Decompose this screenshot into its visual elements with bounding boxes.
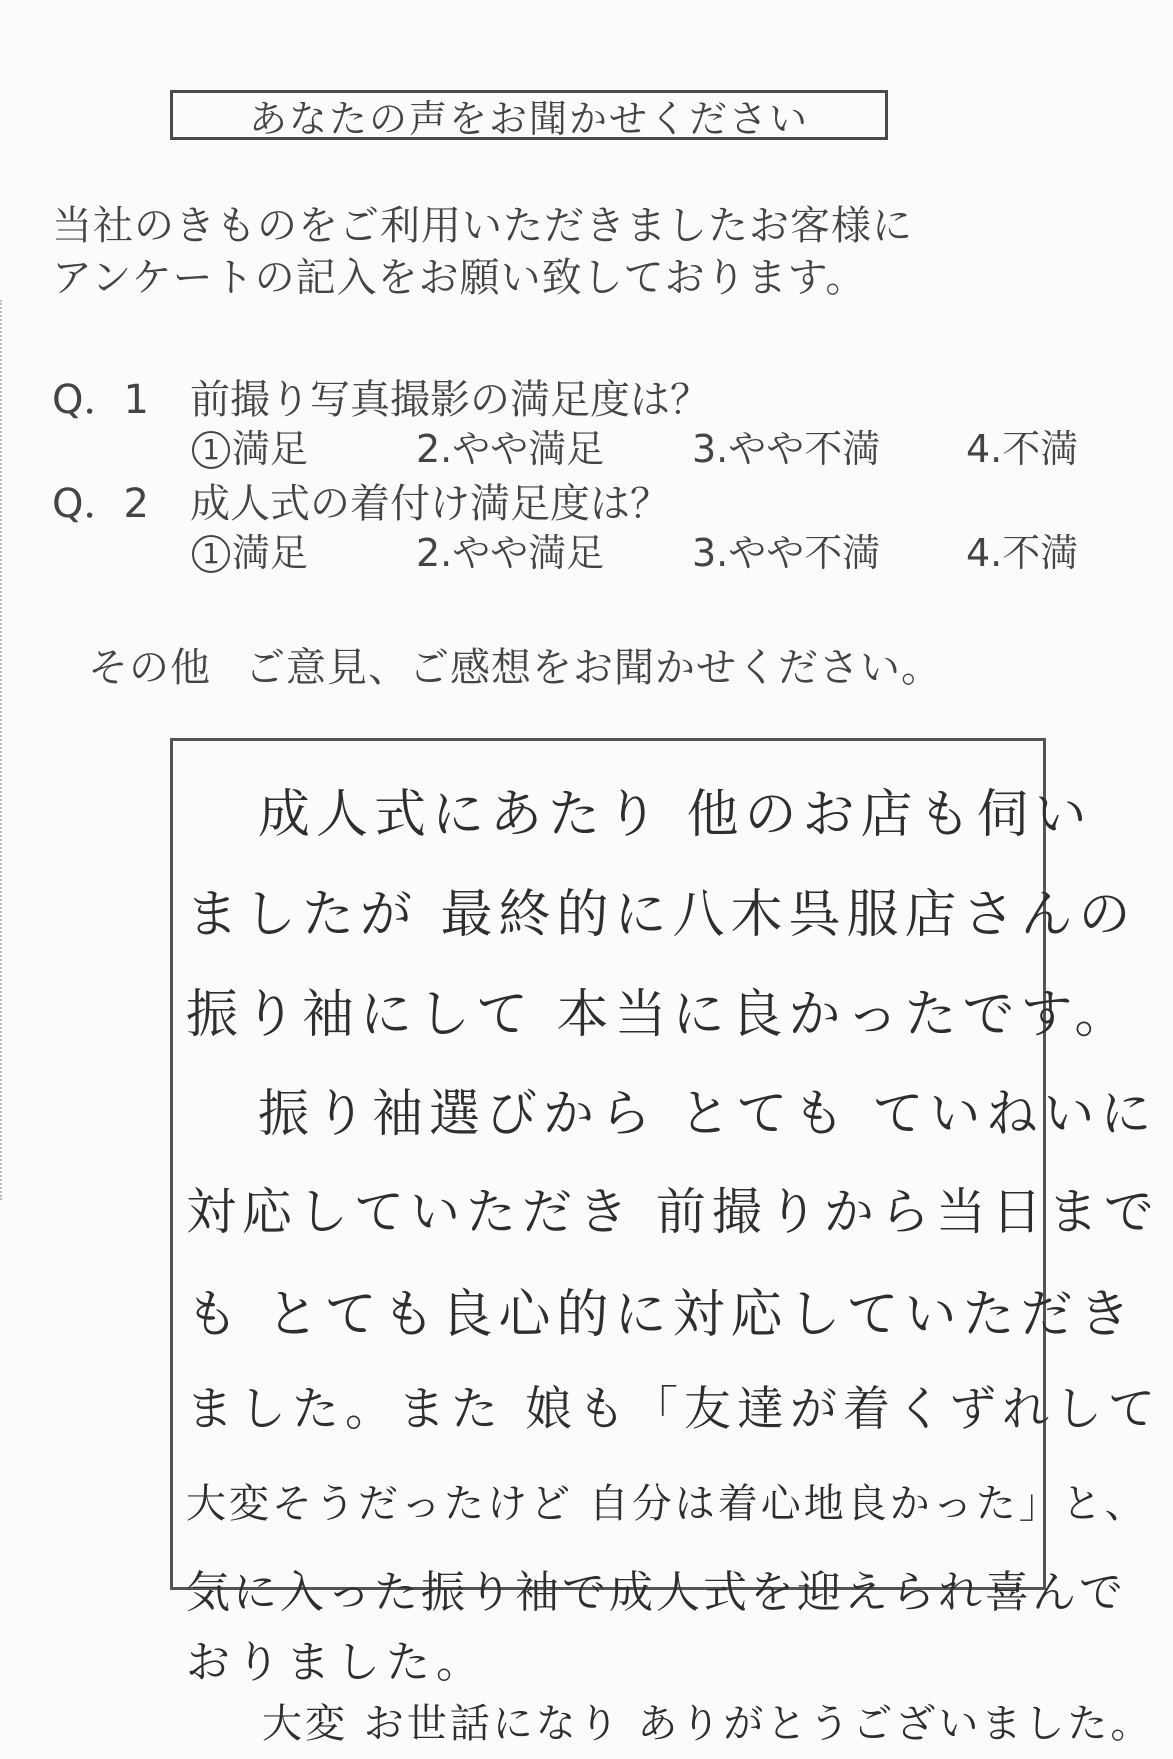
handwritten-line: おりました。 [186, 1637, 486, 1688]
handwritten-line: 振り袖選びから とても ていねいに [258, 1085, 1158, 1144]
intro-text [52, 200, 913, 304]
option-label: 満足 [232, 531, 309, 575]
option-dissatisfied[interactable]: 4.不満 [966, 531, 1079, 575]
scan-edge-mark [0, 300, 10, 1200]
handwritten-line: も とても良心的に対応していただき [186, 1285, 1137, 1345]
question-1 [52, 368, 710, 425]
question-number: Q．1 [52, 377, 149, 423]
other-label: その他 [88, 645, 211, 691]
handwritten-line: 成人式にあたり 他のお店も伺い [258, 785, 1093, 845]
comment-box[interactable] [170, 738, 1046, 1590]
handwritten-line: ました。また 娘も「友達が着くずれして [186, 1382, 1161, 1437]
option-somewhat-dissatisfied[interactable]: 3.やや不満 [692, 427, 881, 471]
handwritten-line: 大変そうだったけど 自分は着心地良かった」と、 [186, 1481, 1148, 1527]
handwritten-line: 大変 お世話になり ありがとうございました。 [262, 1701, 1154, 1747]
intro-line: 当社のきものをご利用いただきましたお客様に [52, 203, 913, 249]
handwritten-line: ましたが 最終的に八木呉服店さんの [186, 885, 1137, 945]
option-label: 満足 [232, 427, 309, 471]
handwritten-line: 気に入った振り袖で成人式を迎えられ喜んで [186, 1567, 1126, 1618]
page-title: あなたの声をお聞かせください [170, 90, 888, 140]
handwritten-line: 振り袖にして 本当に良かったです。 [186, 985, 1133, 1045]
option-satisfied-selected[interactable] [192, 522, 308, 577]
option-dissatisfied[interactable]: 4.不満 [966, 427, 1079, 471]
other-prompt: ご意見、ご感想をお聞かせください。 [245, 645, 942, 691]
handwritten-line: 対応していただき 前撮りから当日まで [186, 1183, 1160, 1241]
question-text: 成人式の着付け満足度は？ [190, 481, 670, 527]
other-comments-prompt [88, 636, 942, 693]
question-number: Q．2 [52, 481, 149, 527]
option-somewhat-dissatisfied[interactable]: 3.やや不満 [692, 531, 881, 575]
selected-circle-mark: 1 [192, 535, 230, 573]
option-somewhat-satisfied[interactable]: 2.やや満足 [416, 427, 605, 471]
question-text: 前撮り写真撮影の満足度は？ [190, 377, 710, 423]
question-2 [52, 472, 670, 529]
option-somewhat-satisfied[interactable]: 2.やや満足 [416, 531, 605, 575]
intro-line: アンケートの記入をお願い致しております。 [52, 255, 867, 301]
selected-circle-mark: 1 [192, 431, 230, 469]
option-satisfied-selected[interactable] [192, 418, 308, 473]
